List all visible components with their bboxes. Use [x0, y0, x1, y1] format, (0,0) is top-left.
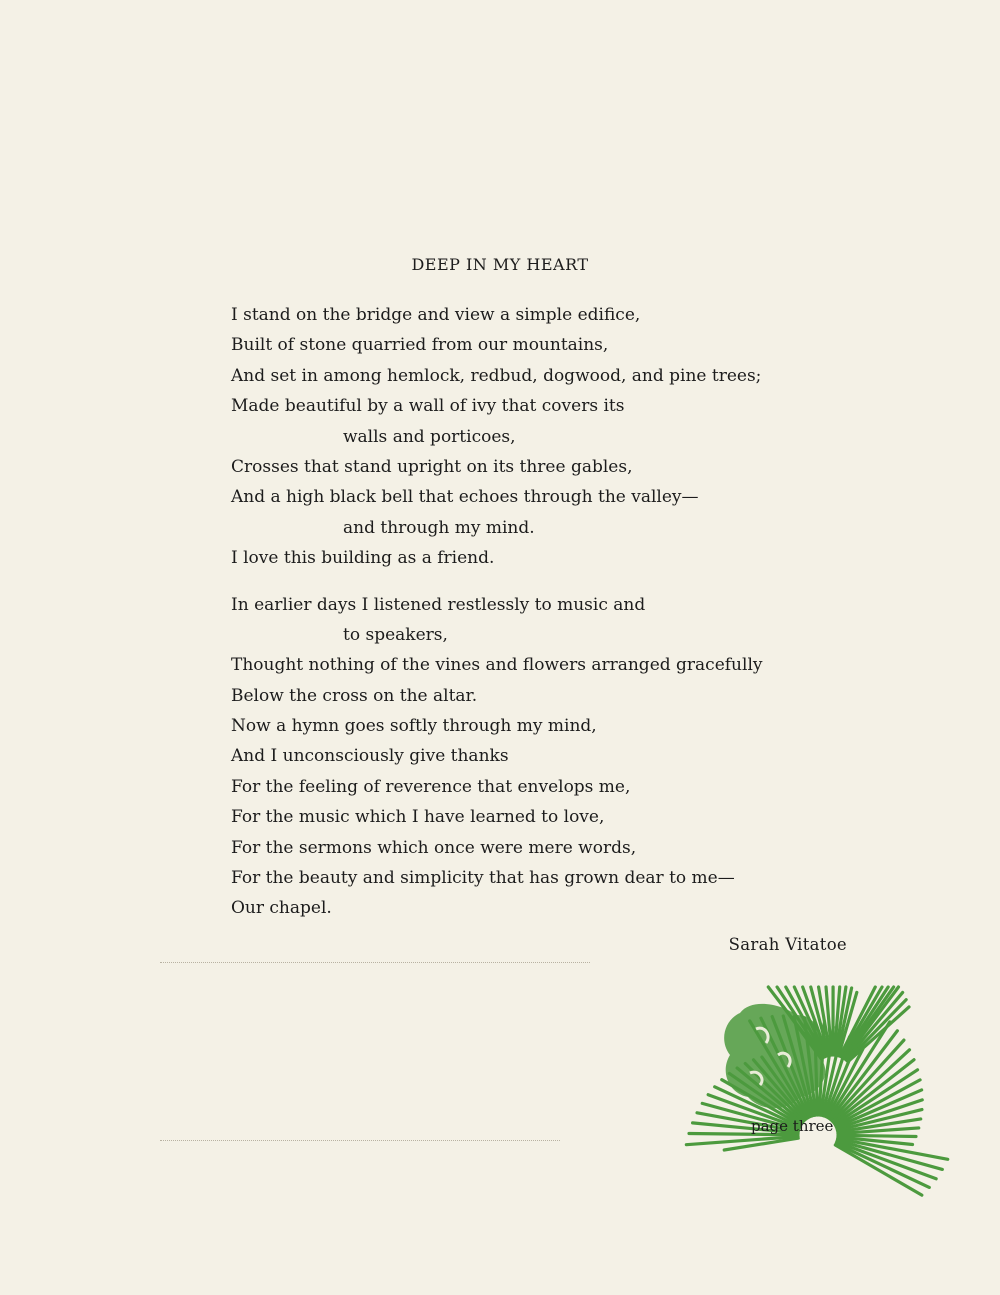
poem-line: And I unconsciously give thanks — [231, 746, 509, 767]
poem-line: to speakers, — [343, 624, 448, 645]
pine-branch-icon — [668, 985, 953, 1240]
poem-line: For the beauty and simplicity that has grown dear to me— — [231, 868, 735, 889]
poem-line: For the sermons which once were mere words, — [231, 837, 637, 858]
poem-line: Made beautiful by a wall of ivy that covers its — [231, 396, 625, 417]
poem-line: and through my mind. — [343, 517, 535, 538]
poem-author: Sarah Vitatoe — [728, 935, 847, 954]
poem-line: And set in among hemlock, redbud, dogwood, and pine trees; — [231, 365, 762, 386]
poem-title: DEEP IN MY HEART — [411, 255, 589, 274]
poem-line: And a high black bell that echoes through the valley— — [231, 487, 699, 508]
poem-body — [231, 300, 851, 924]
poem-line: Built of stone quarried from our mountains, — [231, 335, 609, 356]
poem-line: I stand on the bridge and view a simple edifice, — [231, 305, 641, 325]
poem-line: Thought nothing of the vines and flowers arranged gracefully — [231, 655, 763, 676]
poem-line: Crosses that stand upright on its three gables, — [231, 456, 633, 477]
faint-dotted-mark — [160, 1140, 560, 1142]
poem-line: Our chapel. — [231, 898, 332, 919]
poem-line: For the music which I have learned to love, — [231, 807, 605, 828]
poem-line: Now a hymn goes softly through my mind, — [231, 716, 597, 737]
stanza-gap — [231, 574, 851, 590]
poem-line: For the feeling of reverence that envelops me, — [231, 776, 631, 797]
poem-line: walls and porticoes, — [343, 426, 516, 447]
poem-line: Below the cross on the altar. — [231, 685, 478, 706]
poem-line: I love this building as a friend. — [231, 548, 495, 569]
faint-dotted-mark — [160, 962, 590, 964]
page-number: page three — [751, 1117, 834, 1135]
poem-line: In earlier days I listened restlessly to music and — [231, 594, 646, 615]
